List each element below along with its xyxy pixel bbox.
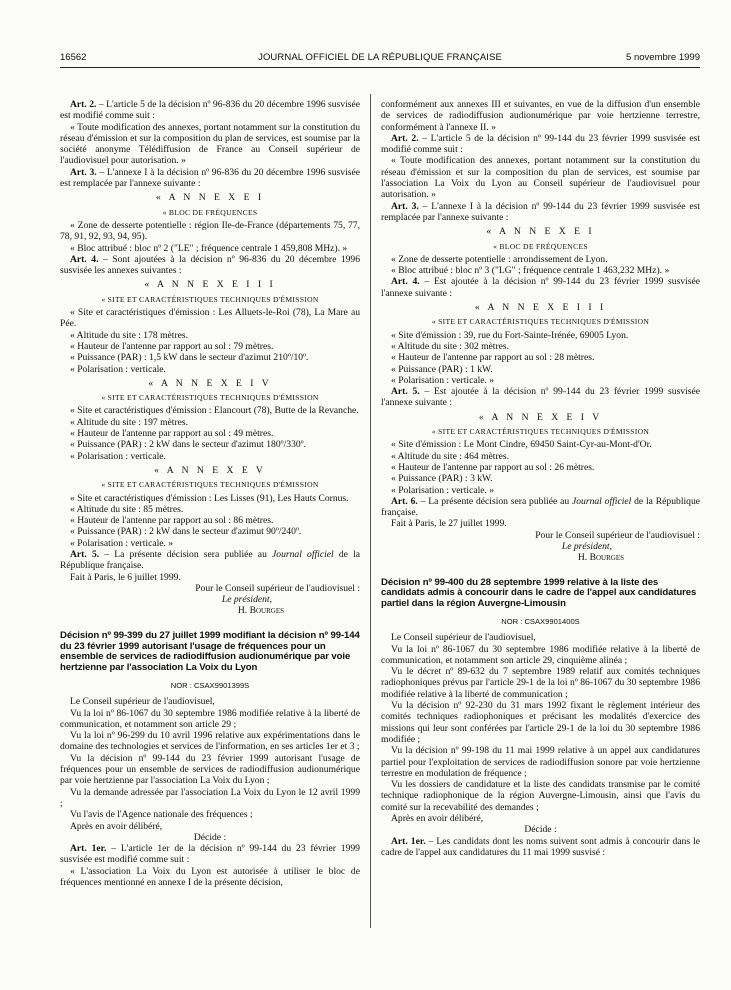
- annex-line: « Site et caractéristiques d'émission : Les Lisses (91), Les Hauts Cornus.: [70, 492, 349, 504]
- annex-subtitle: « SITE ET CARACTÉRISTIQUES TECHNIQUES D'ÉMISSION: [431, 317, 650, 327]
- article-paragraph: Art. 5. – Est ajoutée à la décision nº 99-144 du 23 février 1999 susvisée l'annexe suivante :: [381, 386, 701, 409]
- annex-line: « Polarisation : verticale.: [70, 450, 166, 462]
- annex-line: « Site d'émission : Le Mont Cindre, 69450 Saint-Cyr-au-Mont-d'Or.: [391, 439, 652, 451]
- annex-subtitle: « SITE ET CARACTÉRISTIQUES TECHNIQUES D'ÉMISSION: [431, 427, 650, 437]
- annex-title: « A N N E X E V: [154, 464, 266, 476]
- article-paragraph: Art. 4. – Est ajoutée à la décision nº 99-144 du 23 février 1999 susvisée l'annexe suivante :: [381, 276, 701, 299]
- annex-title: « A N N E X E I: [155, 192, 265, 204]
- annex-line: « Site d'émission : 39, rue du Fort-Sainte-Irénée, 69005 Lyon.: [391, 329, 629, 341]
- annex-subtitle: « SITE ET CARACTÉRISTIQUES TECHNIQUES D'ÉMISSION: [101, 294, 319, 304]
- annex-line: « Puissance (PAR) : 1,5 kW dans le secteur d'azimut 210º/10º.: [70, 352, 309, 364]
- annex-line: « Altitude du site : 464 mètres.: [391, 450, 510, 462]
- decision-title: Décision nº 99-399 du 27 juillet 1999 modifiant la décision nº 99-144 du 23 février 1999 autorisant l'usage de fréquences pour un ensemble de services de radiodiffusion audionumérique par voie hertzienne par l'association La Voix du Lyon: [60, 629, 360, 674]
- decision-title: Décision nº 99-400 du 28 septembre 1999 relative à la liste des candidats admis à concourir dans le cadre de l'appel aux candidatures partiel dans la région Auvergne-Limousin: [381, 576, 697, 610]
- nor-reference: NOR : CSAX9901399S: [170, 680, 250, 690]
- quote-paragraph: « Toute modification des annexes, portant notamment sur la constitution du réseau d'émission et sur la composition du plan de services, est soumise par la société anonyme Télédiffusion de France au Conseil supérieur de l'audiovisuel pour autorisation. »: [60, 121, 360, 167]
- signature-date: Fait à Paris, le 6 juillet 1999.: [70, 571, 181, 583]
- signature-name: H. Bourges: [577, 552, 624, 564]
- body-paragraph: Vu l'avis de l'Agence nationale des fréquences ;: [70, 809, 253, 821]
- body-paragraph: Vu la loi nº 96-299 du 10 avril 1996 relative aux expérimentations dans le domaine des technologies et services de l'information, en ses articles 1er et 3 ;: [60, 730, 360, 753]
- page-header: [60, 52, 700, 68]
- annex-subtitle: « BLOC DE FRÉQUENCES: [162, 207, 258, 217]
- annex-line: « Puissance (PAR) : 2 kW dans le secteur d'azimut 180º/330º.: [70, 439, 307, 451]
- article-paragraph: Art. 1er. – Les candidats dont les noms suivent sont admis à concourir dans le cadre de l'appel aux candidatures du 11 mai 1999 susvisé :: [381, 835, 700, 858]
- right-column: [381, 99, 700, 858]
- quote-paragraph: « Toute modification des annexes, portant notamment sur la constitution du réseau d'émission et sur la composition du plan de services, est soumise par l'association La Voix du Lyon au Conseil supérieur de l'audiovisuel pour autorisation. »: [381, 155, 700, 201]
- annex-line: « Site et caractéristiques d'émission : Elancourt (78), Butte de la Revanche.: [70, 405, 359, 417]
- annex-line: « Puissance (PAR) : 2 kW dans le secteur d'azimut 90º/240º.: [70, 526, 302, 538]
- article-paragraph: Art. 2. – L'article 5 de la décision nº 99-144 du 23 février 1999 susvisée est modifié comme suit :: [381, 132, 701, 156]
- quote-paragraph: « L'association La Voix du Lyon est autorisée à utiliser le bloc de fréquences mentionné en annexe I de la présente décision,: [60, 865, 360, 888]
- annex-line: « Zone de desserte potentielle : arrondissement de Lyon.: [391, 253, 608, 265]
- annex-line: « Bloc attribué : bloc nº 3 ("LG" ; fréquence centrale 1 463,232 MHz). »: [391, 265, 670, 277]
- body-paragraph: Vu la décision nº 99-198 du 11 mai 1999 relative à un appel aux candidatures partiel pour l'exploitation de services de radiodiffusion sonore par voie hertzienne terrestre en modulation de fréquence ;: [381, 745, 700, 779]
- signature-line: Pour le Conseil supérieur de l'audiovisuel :: [535, 529, 700, 541]
- page-number: 16562: [60, 52, 87, 63]
- article-paragraph: Art. 3. – L'annexe I à la décision nº 99-144 du 23 février 1999 susvisée est remplacée par l'annexe suivante :: [381, 200, 701, 223]
- body-paragraph: Vu la décision nº 99-144 du 23 février 1999 autorisant l'usage de fréquences pour un ensemble de services de radiodiffusion audionumérique par voie hertzienne par l'association La Voix du Lyon ;: [60, 752, 360, 787]
- left-column: [60, 99, 360, 888]
- signature-name: H. Bourges: [237, 605, 284, 617]
- body-paragraph: Après en avoir délibéré,: [70, 820, 163, 832]
- article-paragraph: Art. 2. – L'article 5 de la décision nº 96-836 du 20 décembre 1996 susvisée est modifié comme suit :: [60, 99, 360, 122]
- body-paragraph: Le Conseil supérieur de l'audiovisuel,: [391, 632, 536, 644]
- annex-subtitle: « SITE ET CARACTÉRISTIQUES TECHNIQUES D'ÉMISSION: [101, 393, 319, 403]
- body-paragraph: Vu le décret nº 89-632 du 7 septembre 1989 relatif aux comités techniques radiophoniques prévus par l'article 29-1 de la loi nº 86-1067 du 30 septembre 1986 modifiée relative à la liberté de communication ;: [381, 666, 700, 700]
- signature-line: Pour le Conseil supérieur de l'audiovisuel :: [195, 582, 360, 594]
- annex-title: « A N N E X E I I I: [144, 279, 276, 291]
- annex-line: « Altitude du site : 197 mètres.: [70, 416, 189, 428]
- annex-subtitle: « SITE ET CARACTÉRISTIQUES TECHNIQUES D'ÉMISSION: [101, 480, 319, 490]
- annex-line: « Polarisation : verticale. »: [391, 484, 495, 496]
- annex-line: « Altitude du site : 302 mètres.: [391, 340, 510, 352]
- annex-line: « Hauteur de l'antenne par rapport au sol : 28 mètres.: [391, 352, 595, 364]
- annex-title: « A N N E X E I V: [148, 377, 272, 389]
- annex-line: « Hauteur de l'antenne par rapport au sol : 79 mètres.: [70, 340, 274, 352]
- annex-line: « Polarisation : verticale. »: [70, 537, 174, 549]
- article-paragraph: Art. 1er. – L'article 1er de la décision nº 99-144 du 23 février 1999 susvisée est modifié comme suit :: [60, 843, 360, 866]
- header-rule: [60, 67, 700, 68]
- annex-line: « Polarisation : verticale. »: [391, 374, 495, 386]
- article-paragraph: Art. 4. – Sont ajoutées à la décision nº 96-836 du 20 décembre 1996 susvisée les annexes suivantes :: [60, 253, 361, 277]
- annex-line: « Site et caractéristiques d'émission : Les Alluets-le-Roi (78), La Mare au Pée.: [60, 307, 360, 330]
- article-paragraph: Art. 6. – La présente décision sera publiée au Journal officiel de la République française.: [381, 495, 700, 519]
- annex-line: « Altitude du site : 85 mètres.: [70, 503, 184, 515]
- column-divider: [370, 94, 371, 928]
- nor-reference: NOR : CSAX9901400S: [501, 616, 580, 626]
- decide-heading: Décide :: [193, 831, 227, 843]
- body-paragraph: Vu la loi nº 86-1067 du 30 septembre 1986 modifiée relative à la liberté de communication, et notamment son article 29, cinquième alinéa ;: [381, 643, 700, 666]
- annex-title: « A N N E X E I V: [478, 411, 603, 423]
- signature-title: Le président,: [561, 540, 612, 552]
- continued-paragraph: conformément aux annexes III et suivantes, en vue de la diffusion d'un ensemble de services de radiodiffusion audionumérique par voie hertzienne terrestre, conformément à l'annexe II. »: [381, 99, 700, 133]
- issue-date: 5 novembre 1999: [626, 52, 700, 63]
- body-paragraph: Vu la loi nº 86-1067 du 30 septembre 1986 modifiée relative à la liberté de communication, et notamment son article 29 ;: [60, 707, 360, 730]
- body-paragraph: Le Conseil supérieur de l'audiovisuel,: [70, 696, 215, 708]
- annex-line: « Hauteur de l'antenne par rapport au sol : 49 mètres.: [70, 428, 274, 440]
- journal-title: JOURNAL OFFICIEL DE LA RÉPUBLIQUE FRANÇAISE: [258, 52, 502, 63]
- body-paragraph: Vu la demande adressée par l'association La Voix du Lyon le 12 avril 1999 ;: [60, 786, 360, 809]
- body-paragraph: Après en avoir délibéré,: [391, 813, 484, 825]
- annex-line: « Polarisation : verticale.: [70, 363, 166, 375]
- signature-title: Le président,: [221, 594, 272, 606]
- annex-line: « Hauteur de l'antenne par rapport au sol : 26 mètres.: [391, 461, 595, 473]
- annex-line: « Puissance (PAR) : 1 kW.: [391, 363, 493, 375]
- article-paragraph: Art. 5. – La présente décision sera publiée au Journal officiel de la République française.: [60, 548, 360, 572]
- signature-date: Fait à Paris, le 27 juillet 1999.: [391, 518, 507, 530]
- annex-line: « Altitude du site : 178 mètres.: [70, 329, 189, 341]
- annex-line: « Puissance (PAR) : 3 kW.: [391, 473, 493, 485]
- body-paragraph: Vu les dossiers de candidature et la liste des candidats transmise par le comité technique radiophonique de la région Auvergne-Limousin, ainsi que l'avis du comité sur la recevabilité des demandes ;: [381, 779, 700, 813]
- annex-line: « Bloc attribué : bloc nº 2 ("LE" ; fréquence centrale 1 459,808 MHz). »: [70, 242, 348, 254]
- annex-line: « Zone de desserte potentielle : région Ile-de-France (départements 75, 77, 78, 91, 92, 93, 94, 95).: [60, 219, 360, 243]
- annex-title: « A N N E X E I: [486, 226, 595, 238]
- decide-heading: Décide :: [524, 824, 557, 836]
- annex-line: « Hauteur de l'antenne par rapport au sol : 86 mètres.: [70, 515, 274, 527]
- article-paragraph: Art. 3. – L'annexe I à la décision nº 96-836 du 20 décembre 1996 susvisée est remplacée par l'annexe suivante :: [60, 166, 360, 190]
- annex-title: « A N N E X E I I I: [474, 302, 607, 314]
- annex-subtitle: « BLOC DE FRÉQUENCES: [493, 241, 588, 251]
- body-paragraph: Vu la décision nº 92-230 du 31 mars 1992 fixant le règlement intérieur des comités techniques radiophoniques et précisant les modalités d'exercice des missions qui leur sont conférées par l'article 29-1 de la loi du 30 septembre 1986 modifiée ;: [381, 700, 700, 745]
